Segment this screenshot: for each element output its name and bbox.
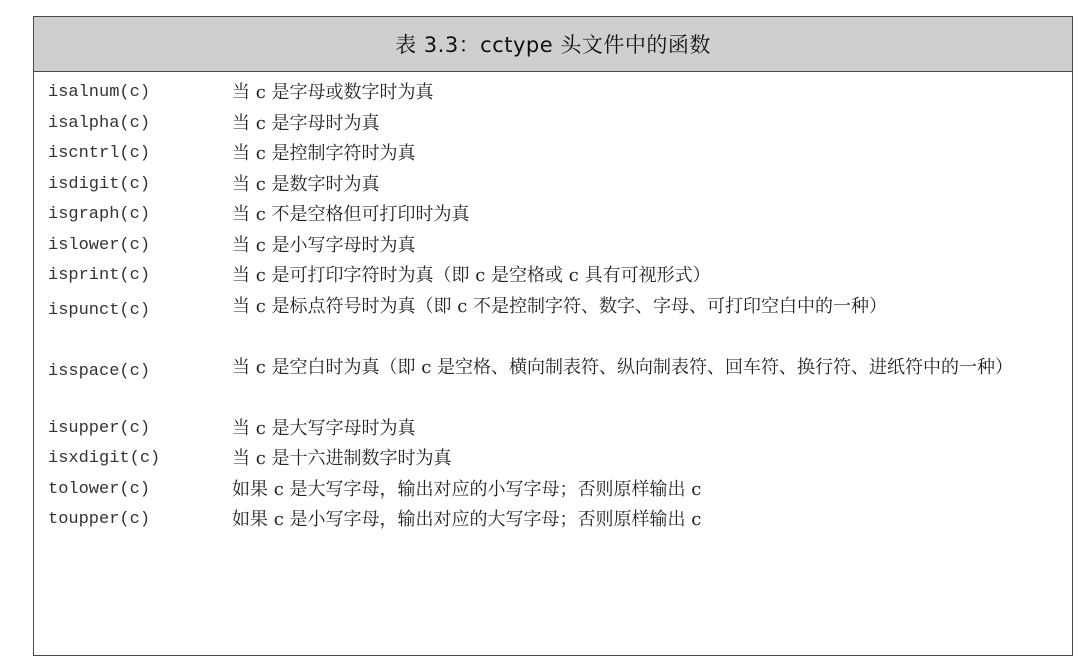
function-name: toupper(c) xyxy=(48,510,151,529)
function-description: 当 c 是控制字符时为真 xyxy=(232,143,416,164)
function-description: 当 c 是可打印字符时为真（即 c 是空格或 c 具有可视形式） xyxy=(232,265,711,286)
function-description: 如果 c 是小写字母，输出对应的大写字母；否则原样输出 c xyxy=(232,509,702,530)
function-name: isgraph(c) xyxy=(48,205,151,224)
table-row xyxy=(34,414,1072,445)
table-row xyxy=(34,78,1072,109)
function-name: isxdigit(c) xyxy=(48,449,161,468)
cctype-functions-table xyxy=(33,16,1073,656)
table-row xyxy=(34,261,1072,292)
function-name: tolower(c) xyxy=(48,479,151,499)
function-name: isalnum(c) xyxy=(48,83,151,102)
function-description: 当 c 是字母或数字时为真 xyxy=(232,82,434,103)
function-description: 当 c 是十六进制数字时为真 xyxy=(232,448,452,469)
function-description: 当 c 是标点符号时为真（即 c 不是控制字符、数字、字母、可打印空白中的一种） xyxy=(232,295,888,317)
table-row xyxy=(34,170,1072,201)
table-row xyxy=(34,200,1072,231)
table-row xyxy=(34,505,1072,536)
table-title: 表 3.3：cctype 头文件中的函数 xyxy=(395,33,711,57)
table-row xyxy=(34,475,1072,506)
function-description: 如果 c 是大写字母，输出对应的小写字母；否则原样输出 c xyxy=(232,478,702,500)
function-description: 当 c 是大写字母时为真 xyxy=(232,417,416,439)
function-name: iscntrl(c) xyxy=(48,144,151,163)
function-name: isalpha(c) xyxy=(48,113,151,133)
function-name: isdigit(c) xyxy=(48,174,151,194)
table-row xyxy=(34,353,1072,414)
function-description: 当 c 是空白时为真（即 c 是空格、横向制表符、纵向制表符、回车符、换行符、进纸符中的一种） xyxy=(232,356,1014,378)
table-body xyxy=(34,72,1072,536)
function-name: ispunct(c) xyxy=(48,300,151,320)
table-header xyxy=(34,17,1072,72)
table-row xyxy=(34,444,1072,475)
function-description: 当 c 是小写字母时为真 xyxy=(232,234,416,256)
function-name: isprint(c) xyxy=(48,266,151,285)
table-row xyxy=(34,292,1072,353)
function-name: islower(c) xyxy=(48,235,151,255)
function-description: 当 c 不是空格但可打印时为真 xyxy=(232,204,470,225)
table-row xyxy=(34,109,1072,140)
function-description: 当 c 是数字时为真 xyxy=(232,173,380,195)
table-row xyxy=(34,139,1072,170)
function-description: 当 c 是字母时为真 xyxy=(232,112,380,134)
function-name: isupper(c) xyxy=(48,418,151,438)
table-row xyxy=(34,231,1072,262)
function-name: isspace(c) xyxy=(48,361,151,381)
